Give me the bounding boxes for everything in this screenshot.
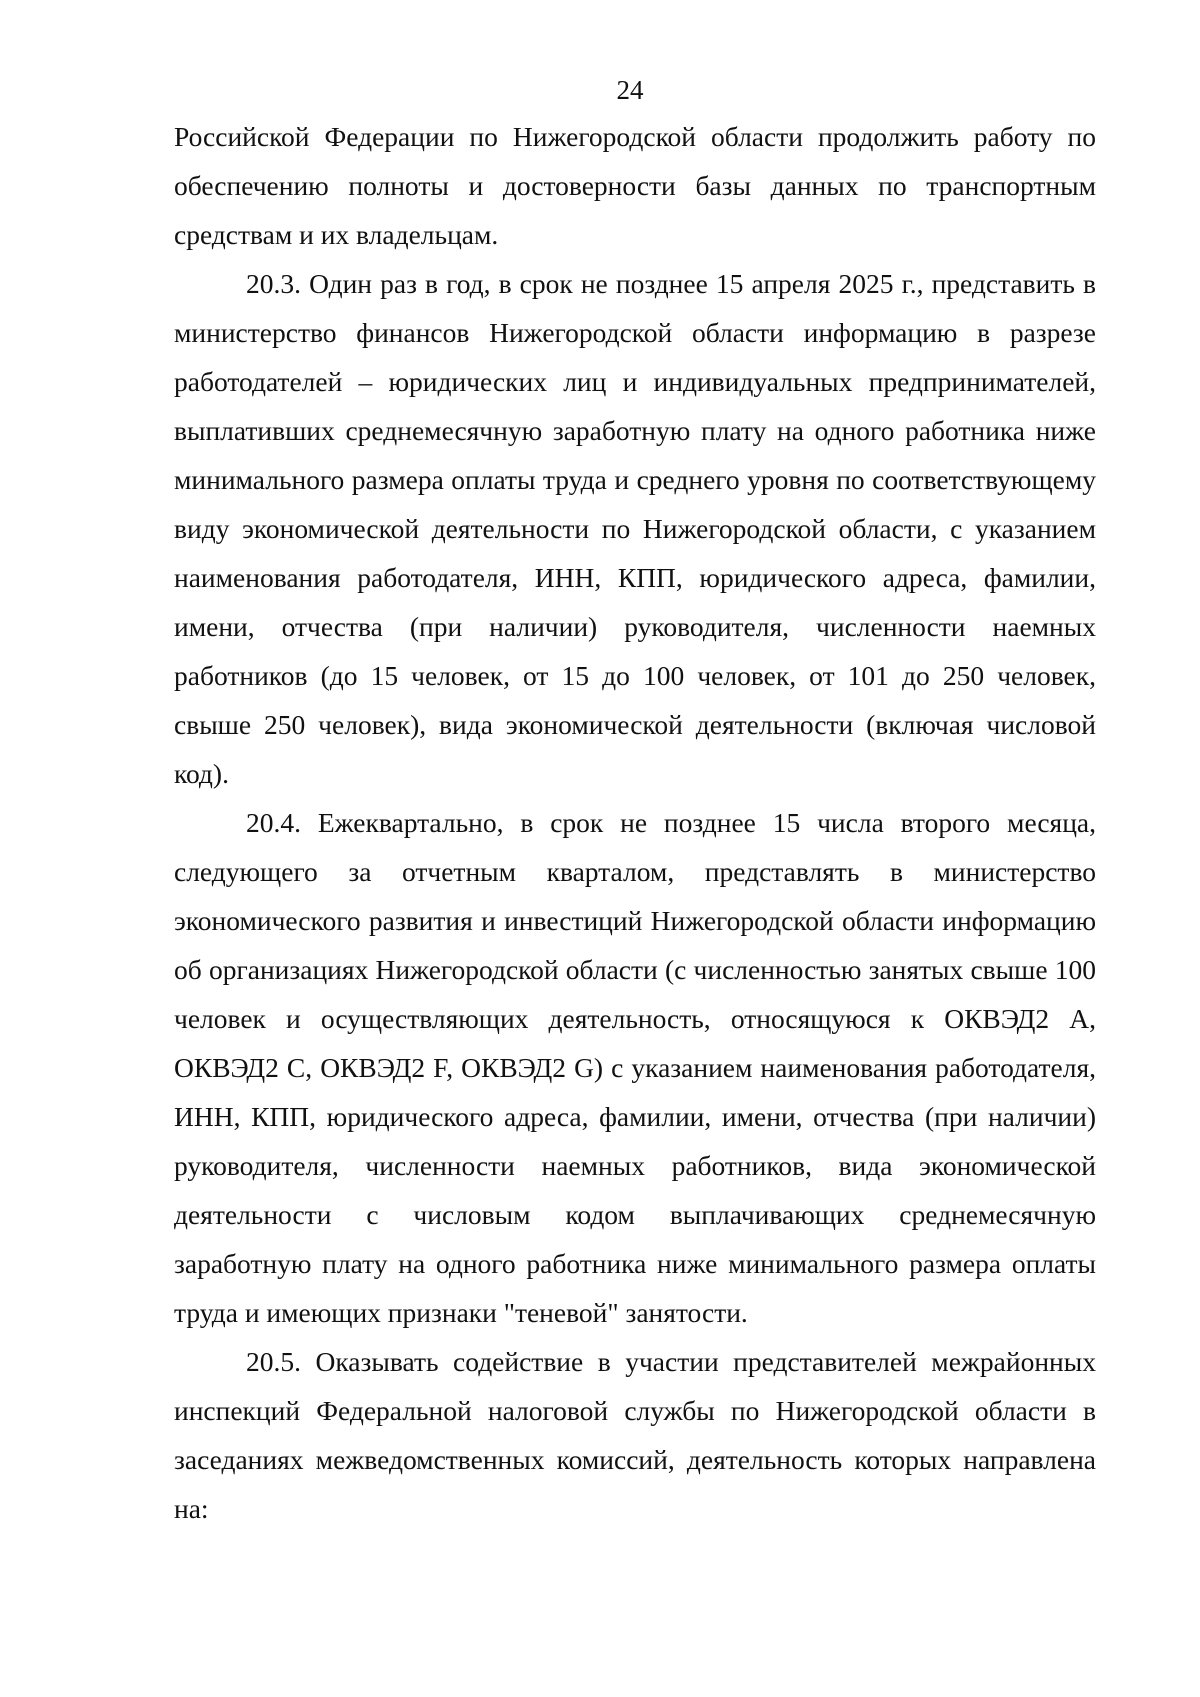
paragraph-20-5: 20.5. Оказывать содействие в участии представителей межрайонных инспекций Федеральной налоговой службы по Нижегородской области в заседаниях межведомственных комиссий, деятельность которых направлена на: — [174, 1346, 1096, 1524]
document-body — [174, 112, 1096, 1533]
paragraph-continuation: Российской Федерации по Нижегородской области продолжить работу по обеспечению полноты и достоверности базы данных по транспортным средствам и их владельцам. — [174, 121, 1096, 250]
paragraph-20-3: 20.3. Один раз в год, в срок не позднее 15 апреля 2025 г., представить в министерство финансов Нижегородской области информацию в разрезе работодателей – юридических лиц и индивидуальных предпринимателей, выплативших среднемесячную заработную плату на одного работника ниже минимального размера оплаты труда и среднего уровня по соответствующему виду экономической деятельности по Нижегородской области, с указанием наименования работодателя, ИНН, КПП, юридического адреса, фамилии, имени, отчества (при наличии) руководителя, численности наемных работников (до 15 человек, от 15 до 100 человек, от 101 до 250 человек, свыше 250 человек), вида экономической деятельности (включая числовой код). — [174, 268, 1096, 789]
paragraph-20-4: 20.4. Ежеквартально, в срок не позднее 15 числа второго месяца, следующего за отчетным кварталом, представлять в министерство экономического развития и инвестиций Нижегородской области информацию об организациях Нижегородской области (с численностью занятых свыше 100 человек и осуществляющих деятельность, относящуюся к ОКВЭД2 A, ОКВЭД2 C, ОКВЭД2 F, ОКВЭД2 G) с указанием наименования работодателя, ИНН, КПП, юридического адреса, фамилии, имени, отчества (при наличии) руководителя, численности наемных работников, вида экономической деятельности с числовым кодом выплачивающих среднемесячную заработную плату на одного работника ниже минимального размера оплаты труда и имеющих признаки "теневой" занятости. — [174, 807, 1096, 1328]
page-number: 24 — [616, 75, 644, 105]
